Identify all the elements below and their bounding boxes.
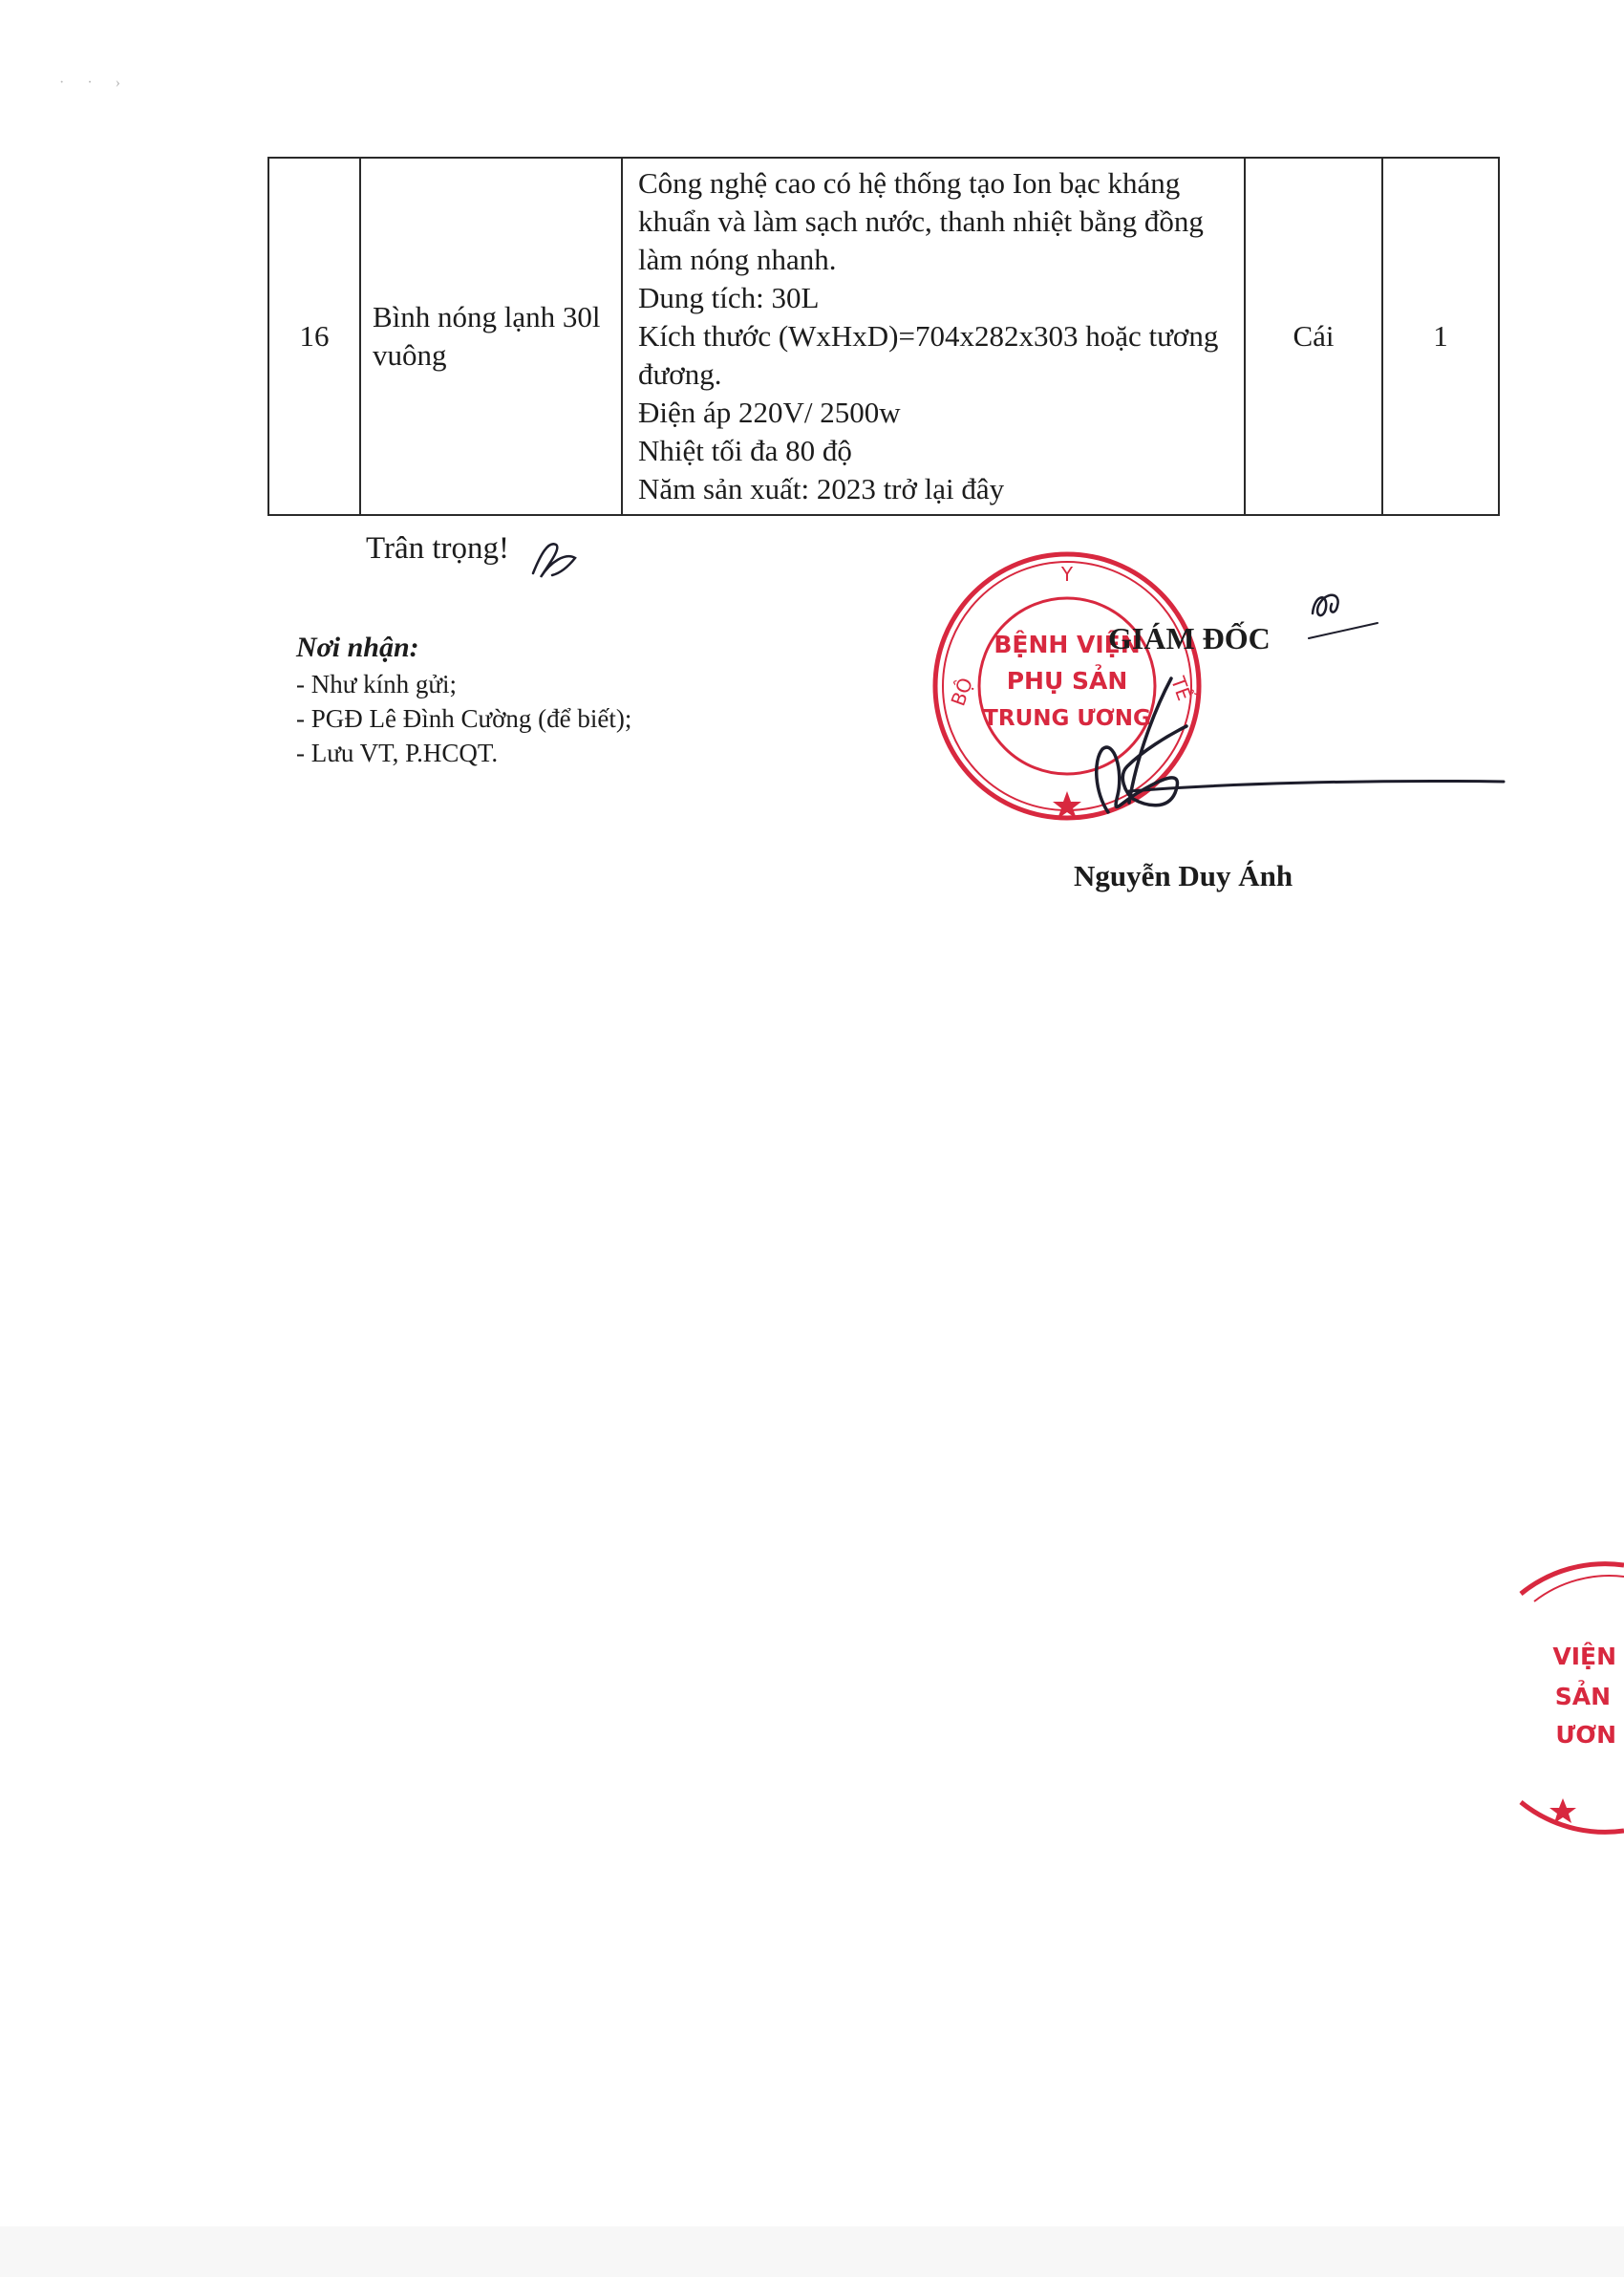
handwritten-initial-icon bbox=[527, 535, 581, 583]
recipient-item: - Như kính gửi; bbox=[296, 670, 458, 698]
scan-bottom-edge bbox=[0, 2226, 1624, 2277]
item-spec bbox=[622, 158, 1245, 515]
stamp-top-text: Y bbox=[1060, 563, 1074, 586]
director-signature-icon bbox=[1079, 669, 1509, 831]
signer-name: Nguyễn Duy Ánh bbox=[1074, 859, 1293, 892]
item-unit: Cái bbox=[1245, 158, 1382, 515]
item-quantity: 1 bbox=[1382, 158, 1499, 515]
scan-speck: · · › bbox=[59, 75, 130, 91]
stamp-right-text: TẾ bbox=[1166, 673, 1197, 704]
title-initial-icon bbox=[1305, 585, 1381, 642]
spec-line: Năm sản xuất: 2023 trở lại đây bbox=[638, 472, 1005, 505]
stamp-line: BỆNH VIỆN bbox=[994, 631, 1141, 658]
signer-title: GIÁM ĐỐC bbox=[1108, 621, 1271, 655]
recipient-item: - Lưu VT, P.HCQT. bbox=[296, 739, 499, 767]
recipients-title: Nơi nhận: bbox=[296, 632, 419, 663]
partial-stamp-line: VIỆN bbox=[1552, 1643, 1616, 1670]
spec-line: Dung tích: 30L bbox=[638, 281, 820, 314]
spec-line: Nhiệt tối đa 80 độ bbox=[638, 434, 852, 467]
equipment-table bbox=[267, 157, 1500, 516]
stamp-left-text: BỘ bbox=[946, 675, 978, 709]
recipient-item: - PGĐ Lê Đình Cường (để biết); bbox=[296, 704, 632, 733]
spec-line: Kích thước (WxHxD)=704x282x303 hoặc tương đương. bbox=[638, 319, 1219, 391]
table-row bbox=[268, 158, 1499, 515]
row-number: 16 bbox=[268, 158, 360, 515]
partial-stamp-line: ƯƠN bbox=[1555, 1721, 1616, 1749]
recipients-block bbox=[296, 631, 631, 770]
stamp-line: TRUNG ƯƠNG bbox=[983, 706, 1151, 731]
spec-line: Điện áp 220V/ 2500w bbox=[638, 396, 901, 429]
partial-stamp-edge bbox=[1517, 1556, 1624, 1842]
closing-text: Trân trọng! bbox=[366, 531, 510, 566]
stamp-star-icon bbox=[1053, 791, 1081, 819]
spec-line: Công nghệ cao có hệ thống tạo Ion bạc kháng khuẩn và làm sạch nước, thanh nhiệt bằng đồng làm nóng nhanh. bbox=[638, 166, 1204, 276]
stamp-line: PHỤ SẢN bbox=[1006, 667, 1128, 695]
partial-stamp-line: SẢN bbox=[1554, 1683, 1611, 1710]
item-name: Bình nóng lạnh 30l vuông bbox=[360, 158, 622, 515]
